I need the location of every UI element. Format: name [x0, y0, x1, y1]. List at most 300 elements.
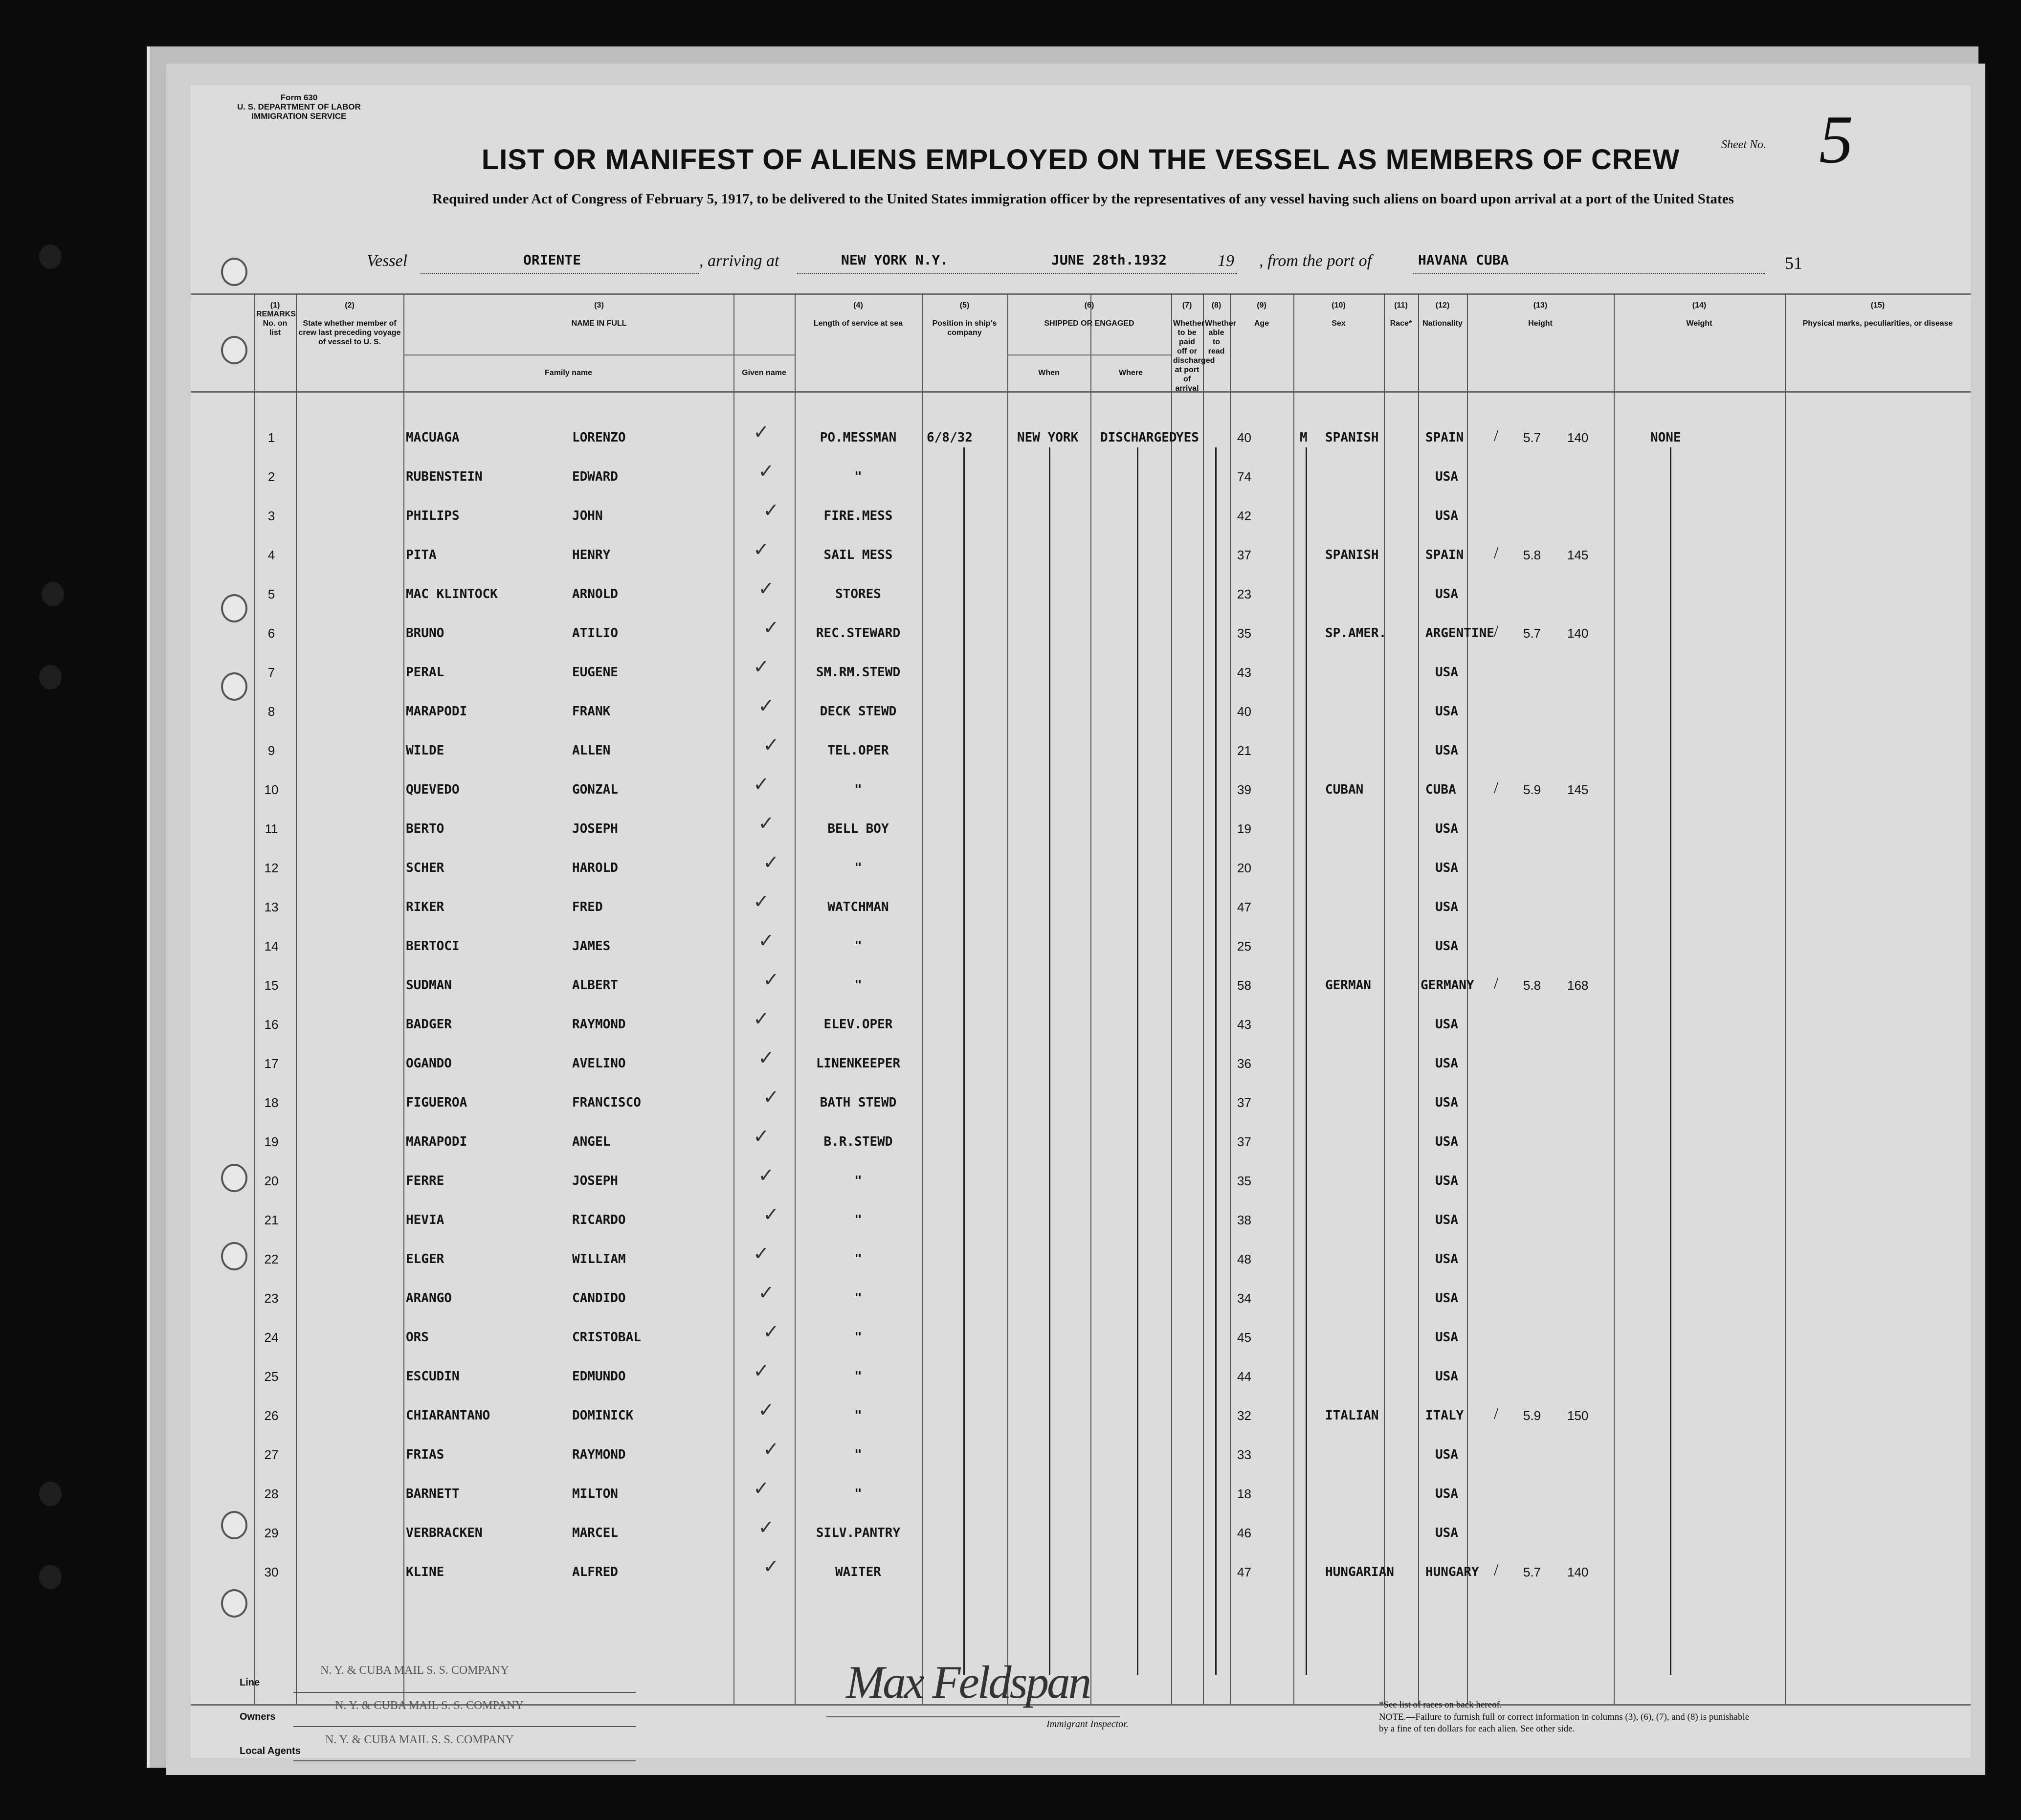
column-divider — [1090, 293, 1091, 1704]
service-checkmark-icon: ✓ — [758, 1399, 775, 1421]
weight: 140 — [1567, 1565, 1589, 1579]
nationality: USA — [1435, 587, 1458, 601]
position: " — [854, 861, 862, 875]
row-number: 24 — [264, 1330, 279, 1345]
race: CUBAN — [1325, 782, 1364, 797]
height: 5.8 — [1523, 548, 1541, 562]
shipped-ditto-line — [963, 447, 965, 1675]
binder-hole — [39, 244, 62, 269]
service-checkmark-icon: ✓ — [763, 1203, 779, 1225]
family-name: PERAL — [406, 665, 444, 680]
column-header — [1007, 301, 1171, 328]
column-divider — [1384, 293, 1385, 1704]
column-label: Race* — [1390, 319, 1412, 328]
row-number: 3 — [267, 509, 275, 523]
given-name: ALFRED — [572, 1565, 618, 1579]
age: 35 — [1237, 1174, 1251, 1188]
column-label: REMARKS — [256, 310, 296, 318]
given-name: MILTON — [572, 1487, 618, 1501]
age: 37 — [1237, 1134, 1251, 1149]
position: LINENKEEPER — [816, 1056, 901, 1071]
given-name: HAROLD — [572, 861, 618, 875]
column-number: (5) — [959, 301, 970, 310]
family-name: MARAPODI — [406, 1134, 467, 1149]
position: " — [854, 469, 862, 484]
family-name: BERTOCI — [406, 939, 460, 954]
position: B.R.STEWD — [823, 1134, 893, 1149]
column-header — [403, 301, 795, 328]
position: SILV.PANTRY — [816, 1526, 901, 1540]
age: 18 — [1237, 1487, 1251, 1501]
family-name: PITA — [406, 548, 437, 562]
service-checkmark-icon: ✓ — [753, 1008, 770, 1030]
shipped-where: NEW YORK — [1017, 430, 1079, 445]
age: 36 — [1237, 1056, 1251, 1071]
age: 45 — [1237, 1330, 1251, 1345]
given-name: FRANCISCO — [572, 1095, 641, 1110]
nationality: USA — [1435, 704, 1458, 719]
nationality: USA — [1435, 1134, 1458, 1149]
service-checkmark-icon: ✓ — [753, 421, 770, 443]
position: BATH STEWD — [820, 1095, 897, 1110]
service-checkmark-icon: ✓ — [763, 734, 779, 756]
family-name: BERTO — [406, 821, 444, 836]
age: 47 — [1237, 1565, 1251, 1579]
family-name: HEVIA — [406, 1213, 444, 1227]
family-name: MAC KLINTOCK — [406, 587, 498, 601]
position: " — [854, 1252, 862, 1266]
height: 5.7 — [1523, 430, 1541, 445]
binder-hole — [39, 1482, 62, 1506]
age: 38 — [1237, 1213, 1251, 1227]
given-name: RAYMOND — [572, 1017, 626, 1032]
height: 5.7 — [1523, 626, 1541, 641]
nationality: USA — [1435, 1447, 1458, 1462]
page-title: LIST OR MANIFEST OF ALIENS EMPLOYED ON THE VESSEL AS MEMBERS OF CREW — [481, 144, 1680, 176]
column-label: Whether to be paid off or discharged at port of arrival — [1173, 319, 1215, 393]
nationality: USA — [1435, 861, 1458, 875]
family-name: ELGER — [406, 1252, 444, 1266]
given-name: EDWARD — [572, 469, 618, 484]
agents-label: Local Agents — [240, 1746, 301, 1756]
column-divider — [1203, 293, 1204, 1704]
nationality: USA — [1435, 665, 1458, 680]
position: " — [854, 1487, 862, 1501]
column-subheader: Given name — [742, 369, 786, 377]
column-label: Length of service at sea — [813, 319, 903, 328]
sheet-no-label: Sheet No. — [1721, 138, 1766, 151]
races-note: *See list of races on back hereof. — [1379, 1700, 1502, 1710]
column-divider — [1467, 293, 1468, 1704]
weight: 145 — [1567, 548, 1589, 562]
column-header — [1785, 301, 1971, 328]
service-checkmark-icon: ✓ — [763, 1086, 779, 1108]
column-number: (13) — [1533, 301, 1548, 310]
page-subtitle: Required under Act of Congress of February 5, 1917, to be delivered to the United States immigration officer by the representatives of any vessel having such aliens on board upon arrival at a port of the United States — [432, 191, 1734, 207]
row-number: 28 — [264, 1487, 279, 1501]
column-header — [254, 301, 296, 319]
age: 33 — [1237, 1447, 1251, 1462]
service-checkmark-icon: ✓ — [758, 577, 775, 599]
nationality: USA — [1435, 1056, 1458, 1071]
shipped-when: 6/8/32 — [927, 430, 973, 445]
nationality: ARGENTINE — [1425, 626, 1494, 641]
read-ditto-line — [1215, 447, 1217, 1675]
nationality: HUNGARY — [1425, 1565, 1479, 1579]
position: " — [854, 1213, 862, 1227]
from-port: HAVANA CUBA — [1418, 252, 1509, 268]
row-number: 7 — [267, 665, 275, 680]
nationality: USA — [1435, 743, 1458, 758]
nationality: USA — [1435, 1095, 1458, 1110]
row-number: 4 — [267, 548, 275, 562]
service-checkmark-icon: ✓ — [763, 1321, 779, 1343]
height: 5.9 — [1523, 782, 1541, 797]
column-label: Height — [1528, 319, 1553, 328]
column-label: Whether able to read — [1205, 319, 1236, 355]
column-number: (11) — [1394, 301, 1408, 310]
column-number: (14) — [1692, 301, 1707, 310]
age: 32 — [1237, 1408, 1251, 1423]
family-name: RUBENSTEIN — [406, 469, 483, 484]
family-name: BADGER — [406, 1017, 452, 1032]
family-name: MACUAGA — [406, 430, 460, 445]
service-checkmark-icon: ✓ — [753, 1125, 770, 1147]
discharged-ditto-line — [1137, 447, 1138, 1675]
service-checkmark-icon: ✓ — [758, 460, 775, 482]
age: 43 — [1237, 665, 1251, 680]
row-number: 26 — [264, 1408, 279, 1423]
position: WATCHMAN — [827, 900, 889, 914]
from-label: , from the port of — [1259, 252, 1372, 270]
nationality: CUBA — [1425, 782, 1456, 797]
vessel-name: ORIENTE — [523, 252, 581, 268]
service-checkmark-icon: ✓ — [763, 969, 779, 991]
column-number: (8) — [1211, 301, 1221, 310]
given-name: AVELINO — [572, 1056, 626, 1071]
service-checkmark-icon: ✓ — [763, 1438, 779, 1460]
binder-hole — [42, 582, 64, 606]
service-checkmark-icon: ✓ — [763, 499, 779, 521]
service-checkmark-icon: ✓ — [758, 695, 775, 717]
column-header — [1171, 301, 1215, 393]
service-checkmark-icon: ✓ — [758, 1282, 775, 1304]
height: 5.7 — [1523, 1565, 1541, 1579]
nationality: USA — [1435, 1291, 1458, 1306]
column-label: SHIPPED OR ENGAGED — [1044, 319, 1134, 328]
table-header-rule — [191, 391, 1971, 393]
nationality: USA — [1435, 509, 1458, 523]
column-label: Physical marks, peculiarities, or disease — [1802, 319, 1953, 328]
column-number: (3) — [594, 301, 604, 310]
service-checkmark-icon: ✓ — [753, 890, 770, 912]
row-number: 27 — [264, 1447, 279, 1462]
row-number: 1 — [267, 430, 275, 445]
column-header — [296, 301, 403, 347]
punch-hole — [221, 672, 247, 701]
column-header — [1614, 301, 1785, 328]
nationality: USA — [1435, 1174, 1458, 1188]
given-name: ALLEN — [572, 743, 611, 758]
position: " — [854, 1408, 862, 1423]
able-to-read: YES — [1176, 430, 1199, 445]
column-number: (10) — [1332, 301, 1346, 310]
position: FIRE.MESS — [823, 509, 893, 523]
row-number: 18 — [264, 1095, 279, 1110]
race: ITALIAN — [1325, 1408, 1379, 1423]
age: 40 — [1237, 430, 1251, 445]
service-checkmark-icon: ✓ — [758, 812, 775, 834]
age: 42 — [1237, 509, 1251, 523]
sheet-no-value: 5 — [1819, 102, 1853, 178]
binder-hole — [39, 665, 62, 689]
punch-hole — [221, 336, 247, 364]
line-stamp: N. Y. & CUBA MAIL S. S. COMPANY — [320, 1664, 509, 1677]
service-checkmark-icon: ✓ — [753, 1477, 770, 1499]
service-checkmark-icon: ✓ — [763, 851, 779, 873]
position: " — [854, 939, 862, 954]
age: 37 — [1237, 548, 1251, 562]
inspector-label: Immigrant Inspector. — [1046, 1719, 1129, 1730]
weight: 168 — [1567, 978, 1589, 993]
race: HUNGARIAN — [1325, 1565, 1394, 1579]
nationality: USA — [1435, 1017, 1458, 1032]
nationality: USA — [1435, 821, 1458, 836]
position: " — [854, 1291, 862, 1306]
family-name: KLINE — [406, 1565, 444, 1579]
binder-hole — [39, 1565, 62, 1589]
age: 25 — [1237, 939, 1251, 954]
age: 20 — [1237, 861, 1251, 875]
punch-hole — [221, 1589, 247, 1618]
column-label: Nationality — [1422, 319, 1463, 328]
column-label: Sex — [1332, 319, 1346, 328]
year-prefix: 19 — [1218, 252, 1234, 270]
column-divider — [1293, 293, 1294, 1704]
column-header — [795, 301, 922, 328]
weight: 140 — [1567, 430, 1589, 445]
service-checkmark-icon: ✓ — [753, 773, 770, 795]
weight: 150 — [1567, 1408, 1589, 1423]
vessel-label: Vessel — [367, 252, 408, 270]
family-name: FIGUEROA — [406, 1095, 467, 1110]
height: 5.9 — [1523, 1408, 1541, 1423]
row-number: 5 — [267, 587, 275, 601]
row-number: 13 — [264, 900, 279, 914]
given-name: EDMUNDO — [572, 1369, 626, 1384]
family-name: WILDE — [406, 743, 444, 758]
physical-marks: NONE — [1650, 430, 1681, 445]
punch-hole — [221, 258, 247, 286]
given-name: JAMES — [572, 939, 611, 954]
row-number: 15 — [264, 978, 279, 993]
age: 39 — [1237, 782, 1251, 797]
column-label: Age — [1254, 319, 1269, 328]
age: 40 — [1237, 704, 1251, 719]
age: 43 — [1237, 1017, 1251, 1032]
inspector-signature: Max Feldspan — [846, 1656, 1090, 1708]
age: 34 — [1237, 1291, 1251, 1306]
column-divider — [296, 293, 297, 1704]
age: 58 — [1237, 978, 1251, 993]
row-number: 11 — [265, 821, 278, 836]
position: " — [854, 1447, 862, 1462]
given-name: MARCEL — [572, 1526, 618, 1540]
family-name: ESCUDIN — [406, 1369, 460, 1384]
arriving-port: NEW YORK N.Y. — [841, 252, 949, 268]
service-checkmark-icon: ✓ — [753, 538, 770, 560]
tick-mark: / — [1494, 1561, 1499, 1579]
owners-stamp: N. Y. & CUBA MAIL S. S. COMPANY — [335, 1699, 524, 1712]
penalty-note: NOTE.—Failure to furnish full or correct information in columns (3), (6), (7), and (8) is punishable by a fine of ten dollars for each alien. See other side. — [1379, 1712, 1750, 1734]
nationality: USA — [1435, 1213, 1458, 1227]
weight: 145 — [1567, 782, 1589, 797]
given-name: WILLIAM — [572, 1252, 626, 1266]
column-divider — [1614, 293, 1615, 1704]
column-header — [922, 301, 1007, 337]
given-name: ARNOLD — [572, 587, 618, 601]
given-name: FRED — [572, 900, 603, 914]
family-name: ARANGO — [406, 1291, 452, 1306]
service-checkmark-icon: ✓ — [763, 1555, 779, 1577]
service-checkmark-icon: ✓ — [758, 1164, 775, 1186]
family-name: SUDMAN — [406, 978, 452, 993]
age: 35 — [1237, 626, 1251, 641]
position: WAITER — [835, 1565, 881, 1579]
column-number: (15) — [1870, 301, 1885, 310]
height: 5.8 — [1523, 978, 1541, 993]
nationality: USA — [1435, 1252, 1458, 1266]
family-name: CHIARANTANO — [406, 1408, 490, 1423]
family-name: MARAPODI — [406, 704, 467, 719]
nationality: USA — [1435, 900, 1458, 914]
column-divider — [403, 293, 404, 1704]
column-divider — [733, 293, 734, 1704]
row-number: 9 — [267, 743, 275, 758]
row-number: 12 — [264, 861, 279, 875]
service-checkmark-icon: ✓ — [758, 1516, 775, 1538]
race: SPANISH — [1325, 430, 1379, 445]
family-name: FERRE — [406, 1174, 444, 1188]
column-divider — [922, 293, 923, 1704]
position: " — [854, 978, 862, 993]
family-name: FRIAS — [406, 1447, 444, 1462]
line-label: Line — [240, 1677, 260, 1688]
service-checkmark-icon: ✓ — [753, 1360, 770, 1382]
punch-hole — [221, 1242, 247, 1270]
marks-ditto-line — [1670, 447, 1671, 1675]
agents-stamp: N. Y. & CUBA MAIL S. S. COMPANY — [325, 1733, 514, 1746]
position: " — [854, 1174, 862, 1188]
column-subheader: When — [1038, 369, 1060, 377]
family-name: BRUNO — [406, 626, 444, 641]
row-number: 17 — [264, 1056, 279, 1071]
position: " — [854, 1330, 862, 1345]
column-subheader: Family name — [545, 369, 592, 377]
age: 44 — [1237, 1369, 1251, 1384]
family-name: VERBRACKEN — [406, 1526, 483, 1540]
family-name: QUEVEDO — [406, 782, 460, 797]
service-checkmark-icon: ✓ — [758, 1047, 775, 1069]
given-name: ANGEL — [572, 1134, 611, 1149]
family-name: BARNETT — [406, 1487, 460, 1501]
nationality: USA — [1435, 1526, 1458, 1540]
form-number: Form 630 — [280, 93, 318, 102]
given-name: RICARDO — [572, 1213, 626, 1227]
nationality: USA — [1435, 1487, 1458, 1501]
tick-mark: / — [1494, 974, 1499, 992]
nationality: USA — [1435, 1369, 1458, 1384]
family-name: OGANDO — [406, 1056, 452, 1071]
row-number: 21 — [264, 1213, 279, 1227]
column-header — [1230, 301, 1293, 328]
tick-mark: / — [1494, 544, 1499, 562]
row-number: 2 — [267, 469, 275, 484]
position: DECK STEWD — [820, 704, 897, 719]
column-divider — [795, 293, 796, 1704]
row-number: 30 — [264, 1565, 279, 1579]
punch-hole — [221, 1164, 247, 1192]
position: " — [854, 782, 862, 797]
given-name: JOSEPH — [572, 1174, 618, 1188]
nationality: USA — [1435, 1330, 1458, 1345]
column-divider — [1418, 293, 1419, 1704]
column-number: (7) — [1182, 301, 1192, 310]
column-divider — [1785, 293, 1786, 1704]
nationality: SPAIN — [1425, 548, 1464, 562]
punch-hole — [221, 594, 247, 622]
manifest-sheet — [191, 86, 1971, 1758]
position: STORES — [835, 587, 881, 601]
age: 37 — [1237, 1095, 1251, 1110]
service-checkmark-icon: ✓ — [753, 656, 770, 678]
column-header — [1418, 301, 1467, 328]
row-number: 29 — [264, 1526, 279, 1540]
given-name: RAYMOND — [572, 1447, 626, 1462]
column-number: (1) — [270, 301, 280, 310]
column-header — [1293, 301, 1384, 328]
column-divider — [1230, 293, 1231, 1704]
column-number: (4) — [853, 301, 863, 310]
service-checkmark-icon: ✓ — [753, 1243, 770, 1265]
row-number: 23 — [264, 1291, 279, 1306]
position: TEL.OPER — [827, 743, 889, 758]
owners-label: Owners — [240, 1711, 276, 1722]
sex-ditto-line — [1306, 447, 1307, 1675]
service-checkmark-icon: ✓ — [758, 930, 775, 952]
form-identifier — [237, 93, 361, 121]
arrival-date: JUNE 28th.1932 — [1051, 252, 1167, 268]
arriving-label: , arriving at — [699, 252, 779, 270]
position: REC.STEWARD — [816, 626, 901, 641]
position: PO.MESSMAN — [820, 430, 897, 445]
sex: M — [1300, 430, 1308, 445]
column-label: Position in ship's company — [932, 319, 997, 337]
column-number: (2) — [345, 301, 355, 310]
service: IMMIGRATION SERVICE — [251, 111, 347, 121]
nationality: GERMANY — [1421, 978, 1474, 993]
row-number: 19 — [264, 1134, 279, 1149]
tick-mark: / — [1494, 622, 1499, 640]
race: SP.AMER. — [1325, 626, 1387, 641]
column-label: No. on list — [263, 319, 288, 337]
column-header — [1384, 301, 1418, 328]
tick-mark: / — [1494, 426, 1499, 444]
position: SAIL MESS — [823, 548, 893, 562]
age: 46 — [1237, 1526, 1251, 1540]
nationality: SPAIN — [1425, 430, 1464, 445]
family-name: SCHER — [406, 861, 444, 875]
